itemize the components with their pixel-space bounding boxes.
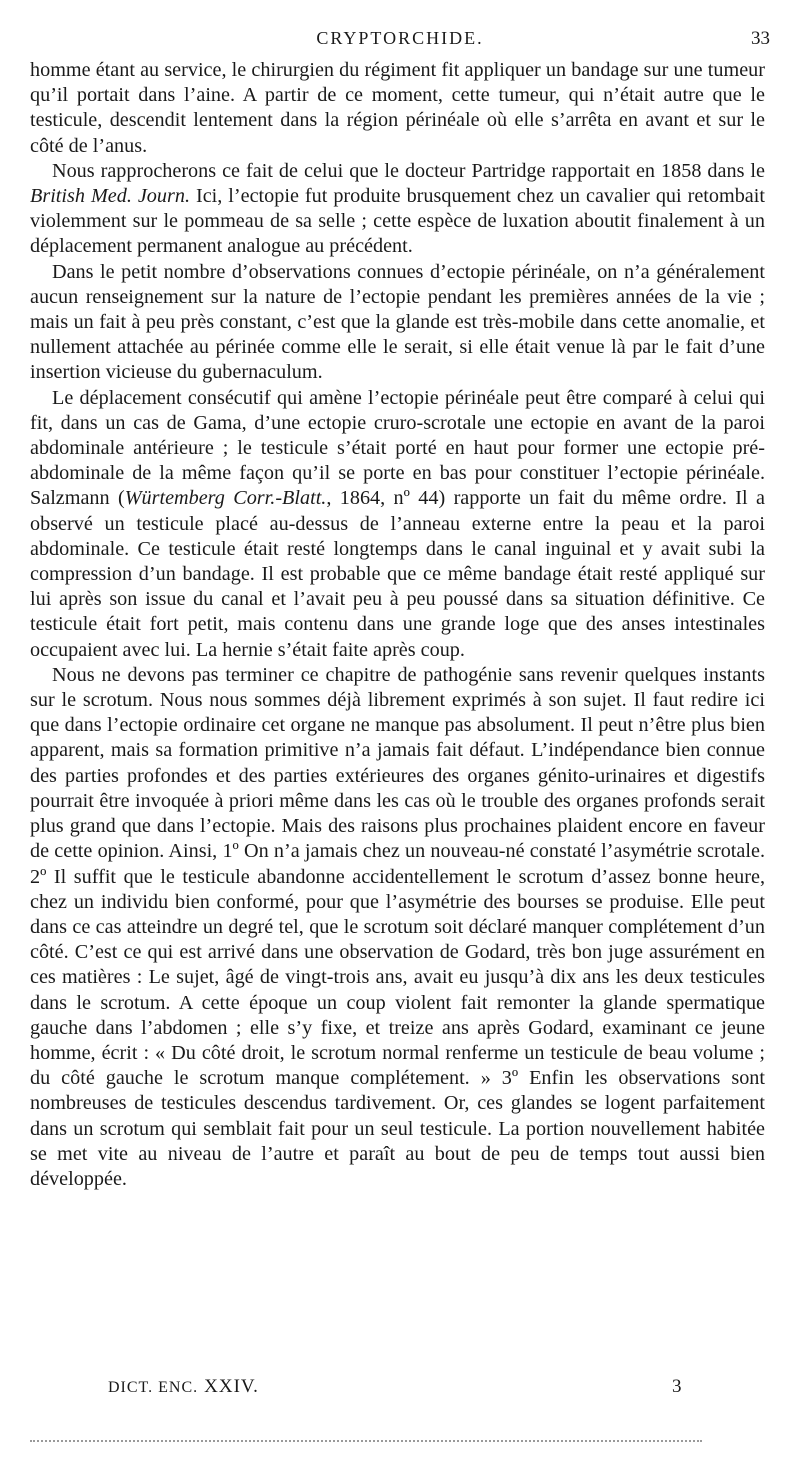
page-header — [30, 28, 770, 58]
signature-number: 3 — [672, 1376, 682, 1397]
bottom-dotted-rule — [30, 1440, 702, 1442]
printer-signature — [108, 1376, 259, 1398]
journal-title: British Med. Journ. — [30, 185, 190, 208]
paragraph-text: Le déplacement consécutif qui amène l’ectopie périnéale peut être comparé à celui qui fit, dans un cas de Gama, d’une ectopie cruro-scrotale une ectopie en avant de la paroi abdominale antérieure ; le testicule s’était porté en haut pour former une ectopie pré-abdominale de la même façon qu’il se porte en bas pour constituer l’ectopie périnéale. Salzmann ( — [30, 386, 765, 510]
paragraph-text: , 1864, nº 44) rapporte un fait du même ordre. Il a observé un testicule placé au-dessus de l’anneau externe entre la peau et la paroi abdominale. Ce testicule était resté longtemps dans le canal inguinal et y avait subi la compression d’un bandage. Il est probable que ce même bandage était resté appliqué sur lui après son issue du canal et l’avait peu à peu poussé dans sa situation définitive. Ce testicule était fort petit, mais contenu dans une grande loge que des anses intestinales occupaient avec lui. La hernie s’était faite après coup. — [30, 487, 765, 661]
journal-title: Würtemberg Corr.-Blatt. — [124, 487, 327, 510]
paragraph-perineal-ectopy: Dans le petit nombre d’observations connues d’ectopie périnéale, on n’a généralement aucun renseignement sur la nature de l’ectopie pendant les premières années de la vie ; mais un fait à peu près constant, c’est que la glande est très-mobile dans cette anomalie, et nullement attachée au périnée comme elle le serait, si elle était venue là par le fait d’une insertion vicieuse du gubernaculum. — [30, 260, 765, 384]
paragraph-partridge — [30, 159, 765, 260]
paragraph-text: Ici, l’ectopie fut produite brusquement chez un cavalier qui retombait violemment sur le pommeau de sa selle ; cette espèce de luxation aboutit finalement à un déplacement permanent analogue au précédent. — [30, 185, 765, 258]
volume-number: XXIV. — [204, 1376, 259, 1397]
paragraph-scrotum: Nous ne devons pas terminer ce chapitre de pathogénie sans revenir quelques instants sur le scrotum. Nous nous sommes déjà librement exprimés à son sujet. Il faut redire ici que dans l’ectopie ordinaire cet organe ne manque pas absolument. Il peut n’être plus bien apparent, mais sa formation primitive n’a jamais fait défaut. L’indépendance bien connue des parties profondes et des parties extérieures des organes génito-urinaires et digestifs pourrait être invoquée à priori même dans les cas où le trouble des organes profonds serait plus grand que dans l’ectopie. Mais des raisons plus prochaines plaident encore en faveur de cette opinion. Ainsi, 1º On n’a jamais chez un nouveau-né constaté l’asymétrie scrotale. 2º Il suffit que le testicule abandonne accidentellement le scrotum d’assez bonne heure, chez un individu bien conformé, pour que l’asymétrie des bourses se produise. Elle peut dans ce cas atteindre un degré tel, que le scrotum soit déclaré manquer complétement d’un côté. C’est ce qui est arrivé dans une observation de Godard, très bon juge assurément en ces matières : Le sujet, âgé de vingt-trois ans, avait eu jusqu’à dix ans les deux testicules dans le scrotum. A cette époque un coup violent fait remonter la glande spermatique gauche dans l’abdomen ; elle s’y fixe, et treize ans après Godard, examinant ce jeune homme, écrit : « Du côté droit, le scrotum normal renferme un testicule de beau volume ; du côté gauche le scrotum manque complétement. » 3º Enfin les observations sont nombreuses de testicules descendus tardivement. Or, ces glandes se logent parfaitement dans un scrotum qui semblait fait pour un seul testicule. La portion nouvellement habitée se met vite au niveau de l’autre et paraît au bout de peu de temps tout aussi bien développée. — [30, 663, 765, 1190]
body-text — [30, 58, 765, 1192]
page-footer — [30, 1376, 770, 1406]
page-number: 33 — [751, 28, 770, 49]
paragraph-text: Nous rapprocherons ce fait de celui que le docteur Partridge rapportait en 1858 dans le — [52, 159, 765, 182]
signature-text: DICT. ENC. — [108, 1379, 199, 1396]
running-title: CRYPTORCHIDE. — [316, 28, 484, 48]
paragraph-continuation: homme étant au service, le chirurgien du régiment fit appliquer un bandage sur une tumeur qu’il portait dans l’aine. A partir de ce moment, cette tumeur, qui n’était autre que le testicule, descendit lentement dans la région périnéale où elle s’arrêta en avant et sur le côté de l’anus. — [30, 59, 765, 157]
paragraph-displacement — [30, 386, 765, 663]
